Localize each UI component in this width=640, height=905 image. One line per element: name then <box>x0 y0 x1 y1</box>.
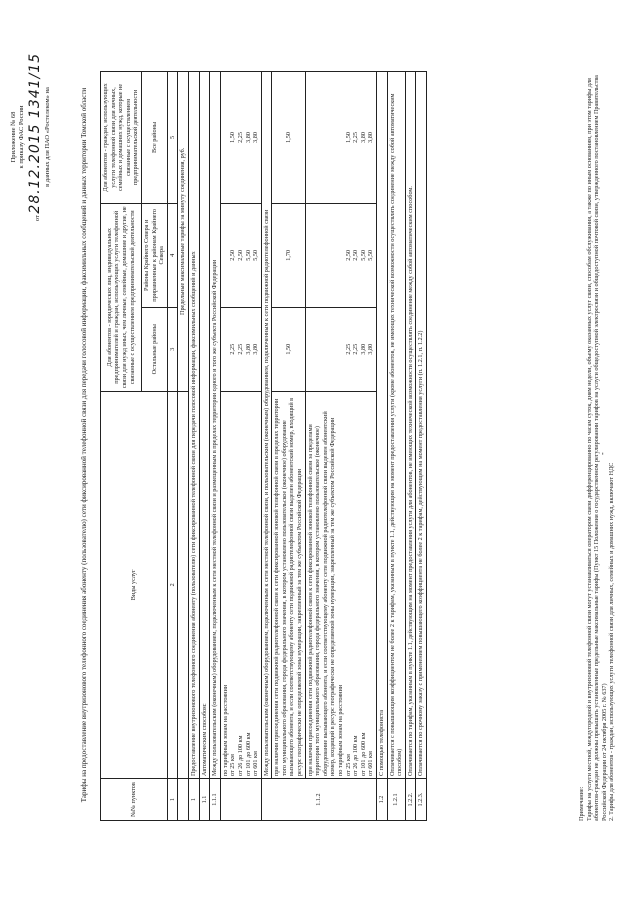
tariff-value: 1,50 <box>272 72 305 204</box>
tariff-value: 3,80 <box>359 132 367 143</box>
tariff-value: 3,80 <box>244 132 252 143</box>
tariff-value: 1,50 <box>229 132 237 143</box>
table-row <box>305 72 376 821</box>
tariff-value: 2,25 <box>229 343 237 355</box>
approval-suffix: в данных для ПАО «Ростелеком» на <box>44 87 51 187</box>
header-service: Виды услуг <box>101 391 168 778</box>
header-row-1 <box>101 72 142 821</box>
distance-zones <box>220 391 261 778</box>
distance-label: от 101 до 600 км <box>359 732 367 777</box>
tariff-value: 2,50 <box>236 249 244 261</box>
tariff-value: 2,25 <box>236 343 244 355</box>
tariff-value: 2,25 <box>352 132 360 143</box>
tariff-values-col3 <box>220 307 261 391</box>
row-text: Оплачивается с повышающим коэффициентом не более 2 к тарифам, указанным в пункте 1.1, действующим на момент предоставления услуги (кроме абонентов, не имеющих технической возможности осуществлять соединение между собой автоматическим способом) <box>387 72 405 779</box>
colnum-1: 1 <box>167 779 178 821</box>
row-num: 1.2.1 <box>387 779 405 821</box>
tariff-value: 2,25 <box>344 343 352 355</box>
table-row <box>210 72 221 821</box>
tariff-value: 2,25 <box>236 132 244 143</box>
order-reference: к приказу ФАС России <box>18 105 25 169</box>
notes-section <box>578 61 616 821</box>
table-row <box>405 72 416 821</box>
document-title: Тарифы на предоставление внутризонового телефонного соединения абоненту (пользователю) сети фиксированной телефонной связи для передачи голосовой информации, факсимильных сообщений и данных территории Томской области <box>80 87 88 803</box>
row-num: 1.1.1 <box>210 779 221 821</box>
tariff-value: 1,50 <box>344 132 352 143</box>
tariff-value: 3,80 <box>367 132 375 143</box>
row-text: Оплачивается по тарифам, указанным в пункте 1.1, действующим на момент предоставления услуги для абонентов, не имеющих технической возможности осуществлять соединение между собой автоматическим способом. <box>405 72 416 779</box>
tariff-value: 5,50 <box>359 249 367 261</box>
approval-stamp <box>10 22 52 252</box>
table-row <box>261 72 272 821</box>
notes-heading: Примечание: <box>578 786 585 821</box>
handwritten-date: 28.12.2015 1341/15 <box>27 52 43 214</box>
table-row <box>377 72 388 821</box>
appendix-number: Приложение № 68 <box>10 111 17 163</box>
header-all-regions: Все районы <box>141 72 167 204</box>
tariff-values-col5 <box>305 72 376 204</box>
note-2: 2. Тарифы для абонентов - граждан, использующих услуги телефонной связи для личных, семейных и домашних нужд, включают НДС <box>608 462 616 821</box>
table-row <box>220 72 261 821</box>
row-text: С помощью телефониста <box>377 72 388 779</box>
row-num: 1.2.3. <box>416 779 427 821</box>
colnum-3: 3 <box>167 307 178 391</box>
row-num: 1 <box>188 779 199 821</box>
table-row <box>387 72 405 821</box>
distance-label: от 25 км <box>229 754 237 777</box>
tariff-value: 3,80 <box>367 343 375 355</box>
tariff-values-col4 <box>305 203 376 307</box>
colnum-4: 4 <box>167 203 178 307</box>
row-text: Автоматическим способом: <box>199 72 210 779</box>
row-num: 1.1 <box>199 779 210 821</box>
distance-label: от 26 до 100 км <box>352 735 360 777</box>
row-text <box>305 391 376 778</box>
tariff-value: 1,70 <box>272 203 305 307</box>
page-mark: - <box>598 452 607 455</box>
row-num: 1.1.2 <box>261 779 376 821</box>
tariff-values-col4 <box>220 203 261 307</box>
note-1: Тарифы на услуги местной, междугородной и внутризоновой телефонной связи могут устанавливаться оператором связи дифференцированно по часам суток, дням недели, объему оказанных услуг связи, способам обслуживания, а также по иным основаниям, при этом тарифы для абонентов-граждан не должны превышать установленные предельные максимальные тарифы (Пункт 15 Положения о государственном регулировании тарифов на услуги общедоступной электросвязи и общедоступной почтовой связи, утвержденного постановлением Правительства Российской Федерации от 24 октября 2005 г. № 637) <box>585 75 608 821</box>
header-north-regions: Районы Крайнего Севера и приравненные к районам Крайнего Севера <box>141 203 167 307</box>
header-other-regions: Остальные районы <box>141 307 167 391</box>
tariff-value: 2,50 <box>229 249 237 261</box>
tariff-value: 3,80 <box>252 343 260 355</box>
tariff-value: 5,50 <box>244 249 252 261</box>
units-label: Предельные максимальные тарифы за минуту соединения, руб. <box>178 72 189 392</box>
colnum-5: 5 <box>167 72 178 204</box>
units-row <box>178 72 189 821</box>
tariff-value: 1,50 <box>272 307 305 391</box>
zones-label: по тарифным зонам на расстоянии <box>221 684 229 777</box>
tariff-value: 3,80 <box>252 132 260 143</box>
tariff-value: 3,80 <box>244 343 252 355</box>
distance-label: от 601 км <box>367 751 375 777</box>
header-num: №№ пунктов <box>101 779 168 821</box>
tariff-value: 2,50 <box>352 249 360 261</box>
distance-label: от 101 до 600 км <box>244 732 252 777</box>
row-text-main: при наличии присоединения сети подвижной радиотелефонной связи к сети фиксированной зоновой телефонной связи за пределами территории того муниципального образования, города федерального значения, в котором установлено пользовательское (оконечное) оборудование вызывающего абонента, и если соответствующему абоненту сети подвижной радиотелефонной связи выделен абонентский номер, входящий в ресурс географически не определяемой зоны нумерации, закрепленный за тем же субъектом Российской Федерации <box>306 411 337 777</box>
tariff-value: 5,50 <box>367 249 375 261</box>
row-text: Между пользовательским (оконечным) оборудованием, подключенным к сети местной телефонной связи, и пользовательским (оконечным) оборудованием, подключенным к сети подвижной радиотелефонной связи <box>261 72 272 779</box>
tariff-value: 2,50 <box>344 249 352 261</box>
distance-label: от 25 км <box>344 754 352 777</box>
row-num: 1.2 <box>377 779 388 821</box>
row-text: Между пользовательским (оконечным) оборудованием, подключенным к сети местной телефонной связи и размещенным в пределах территории одного и того же субъекта Российской Федерации <box>210 72 221 779</box>
row-text: Оплачивается по срочному заказу с применением повышающего коэффициента не более 2 к тарифам, действующим на момент предоставления услуги (п. 1.2.1, п. 1.2.2) <box>416 72 427 779</box>
table-row <box>199 72 210 821</box>
table-row <box>272 72 305 821</box>
table-row <box>416 72 427 821</box>
table-row <box>188 72 199 821</box>
header-column-numbers <box>167 72 178 821</box>
tariff-value: 3,80 <box>359 343 367 355</box>
zones-label: по тарифным зонам на расстоянии <box>337 684 345 777</box>
distance-label: от 601 км <box>252 751 260 777</box>
header-citizens: Для абонентов - граждан, использующих услуги телефонной связи для личных, семейных и домашних нужд, которые не связанные с осуществлением предпринимательской деятельности <box>101 72 142 204</box>
tariff-values-col3 <box>305 307 376 391</box>
row-text: при наличии присоединения сети подвижной радиотелефонной связи к сети фиксированной зоновой телефонной связи в пределах территории того муниципального образования, города федерального значения, в котором установлено пользовательское (оконечное) оборудование вызывающего абонента, и если соответствующему абоненту сети подвижной радиотелефонной связи выделен абонентский номер, входящий в ресурс географически не определяемой зоны нумерации, закрепленный за тем же субъектом Российской Федерации <box>272 391 305 778</box>
tariff-values-col5 <box>220 72 261 204</box>
colnum-2: 2 <box>167 391 178 778</box>
distance-label: от 26 до 100 км <box>236 735 244 777</box>
tariff-value: 2,25 <box>352 343 360 355</box>
row-text: Предоставление внутризонового телефонного соединения абоненту (пользователю) сети фиксированной телефонной связи для передачи голосовой информации, факсимильных сообщений и данных <box>188 72 199 779</box>
date-prefix: от <box>34 215 41 222</box>
tariff-table <box>100 71 427 821</box>
tariff-value: 5,50 <box>252 249 260 261</box>
header-legal-entities: Для абонентов - юридических лиц, индивидуальных предпринимателей и граждан, использующих услуги телефонной связи для нужд иных, чем личные, семейные, домашние и другие, не связанные с осуществлением предпринимательской деятельности <box>101 203 142 391</box>
row-num: 1.2.2. <box>405 779 416 821</box>
